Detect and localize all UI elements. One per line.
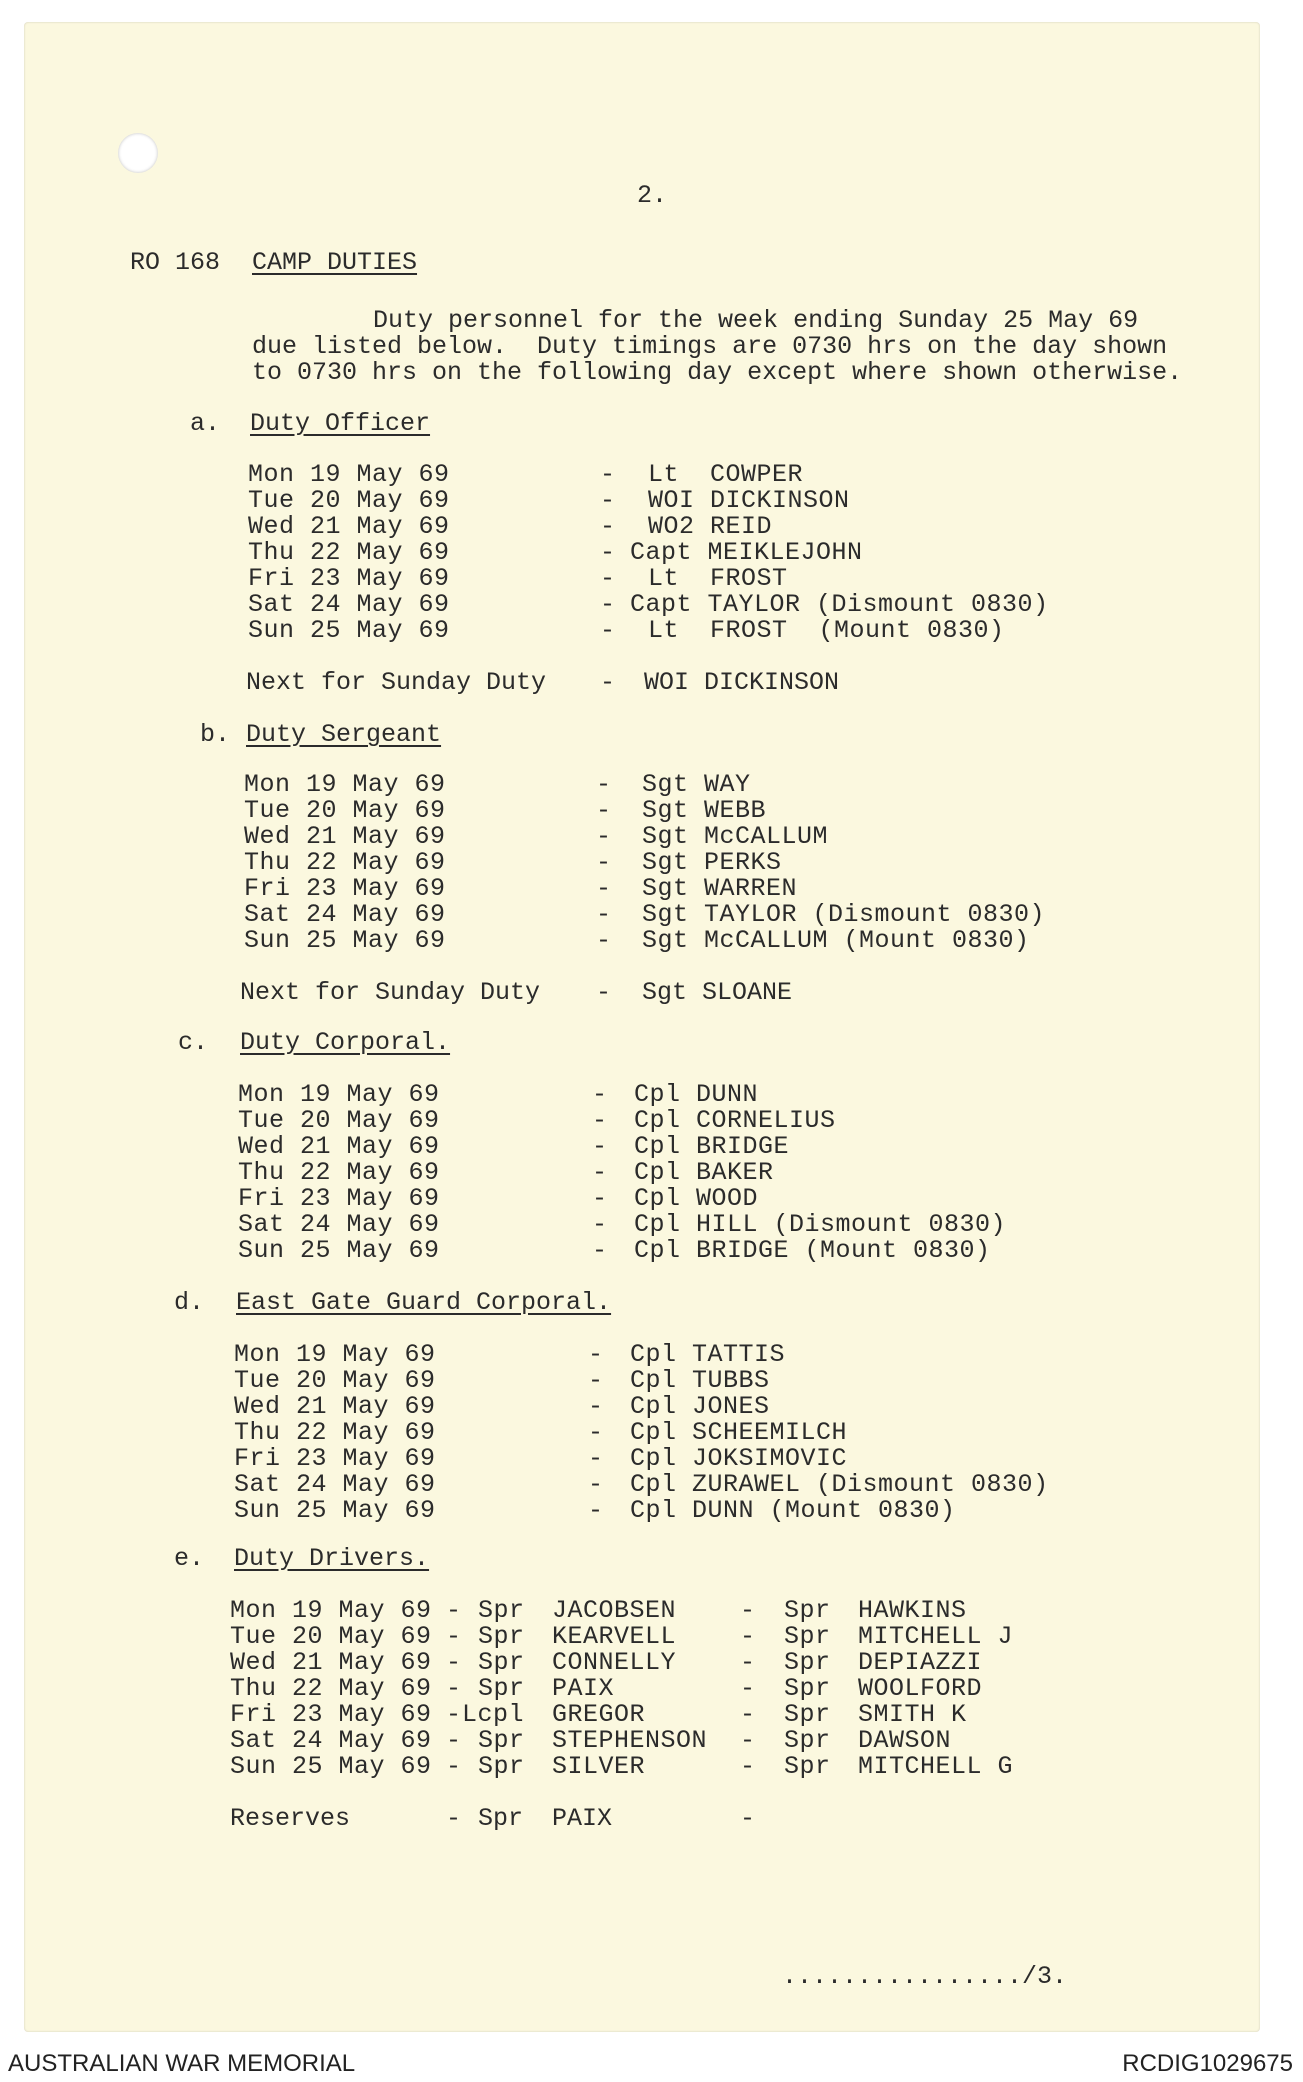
date: Tue 20 May 69 [230,1622,432,1651]
date: Tue 20 May 69 [234,1366,436,1395]
footer-archive-name: AUSTRALIAN WAR MEMORIAL [8,2050,356,2077]
date: Wed 21 May 69 [238,1132,440,1161]
dash: - [446,1700,462,1729]
date: Sat 24 May 69 [234,1470,436,1499]
duty-person: Sgt WAY [642,770,751,799]
duty-person: Cpl JONES [630,1392,770,1421]
driver-name: PAIX [552,1674,615,1703]
driver-name: SMITH K [858,1700,967,1729]
section-title-duty-officer: Duty Officer [250,409,431,438]
date: Tue 20 May 69 [244,796,446,825]
duty-person: Cpl TATTIS [630,1340,786,1369]
date: Sat 24 May 69 [230,1726,432,1755]
duty-person: Capt MEIKLEJOHN [630,538,863,567]
reserves-label: Reserves [230,1804,351,1833]
date: Wed 21 May 69 [248,512,450,541]
dash: - [588,1496,604,1525]
date: Fri 23 May 69 [238,1184,440,1213]
date: Mon 19 May 69 [234,1340,436,1369]
next-sunday-duty-label: Next for Sunday Duty [240,978,541,1007]
dash: - [596,926,612,955]
driver-rank: Spr [478,1674,525,1703]
dash: - [592,1210,608,1239]
dash: - [588,1392,604,1421]
dash: - [740,1648,756,1677]
duty-person: Cpl BRIDGE (Mount 0830) [634,1236,991,1265]
dash: - [592,1236,608,1265]
duty-person: Cpl DUNN [634,1080,759,1109]
dash: - [446,1622,462,1651]
date: Fri 23 May 69 [234,1444,436,1473]
date: Wed 21 May 69 [244,822,446,851]
date: Sun 25 May 69 [234,1496,436,1525]
driver-rank: Spr [784,1648,831,1677]
driver-name: MITCHELL J [858,1622,1014,1651]
date: Sun 25 May 69 [248,616,450,645]
driver-rank: Spr [478,1648,525,1677]
dash: - [592,1132,608,1161]
duty-person: Sgt McCALLUM (Mount 0830) [642,926,1030,955]
date: Thu 22 May 69 [248,538,450,567]
date: Mon 19 May 69 [244,770,446,799]
driver-rank: Spr [478,1752,525,1781]
duty-person: Sgt WEBB [642,796,767,825]
driver-rank: Spr [478,1622,525,1651]
dash: - [600,538,616,567]
section-letter-a: a. [190,409,221,438]
date: Fri 23 May 69 [244,874,446,903]
section-title-duty-corporal: Duty Corporal. [240,1028,451,1057]
date: Tue 20 May 69 [238,1106,440,1135]
driver-name: STEPHENSON [552,1726,708,1755]
driver-name: GREGOR [552,1700,646,1729]
dash: - [600,590,616,619]
dash: - [446,1596,462,1625]
driver-name: CONNELLY [552,1648,677,1677]
date: Thu 22 May 69 [244,848,446,877]
dash: - [740,1752,756,1781]
intro-line-2: due listed below. Duty timings are 0730 hrs on the day shown [252,332,1168,361]
driver-name: JACOBSEN [552,1596,677,1625]
dash: - [600,512,616,541]
duty-person: Sgt PERKS [642,848,782,877]
driver-name: DAWSON [858,1726,952,1755]
footer-record-id: RCDIG1029675 [1122,2050,1293,2077]
dash: - [592,1080,608,1109]
driver-rank: Spr [478,1726,525,1755]
section-letter-b: b. [200,720,231,749]
date: Thu 22 May 69 [238,1158,440,1187]
dash: - [596,796,612,825]
punch-hole [118,133,158,173]
date: Wed 21 May 69 [234,1392,436,1421]
date: Sun 25 May 69 [244,926,446,955]
intro-line-1: Duty personnel for the week ending Sunday 25 May 69 [373,306,1139,335]
duty-person: WO2 REID [648,512,773,541]
driver-rank: Lcpl [462,1700,525,1729]
date: Mon 19 May 69 [230,1596,432,1625]
duty-person: Lt COWPER [648,460,804,489]
dash: - [596,900,612,929]
duty-person: Lt FROST (Mount 0830) [648,616,1005,645]
next-sunday-duty-label: Next for Sunday Duty [246,668,547,697]
dash: - [600,460,616,489]
dash: - [588,1470,604,1499]
date: Mon 19 May 69 [238,1080,440,1109]
duty-person: Cpl DUNN (Mount 0830) [630,1496,956,1525]
duty-person: Cpl SCHEEMILCH [630,1418,848,1447]
intro-line-3: to 0730 hrs on the following day except where shown otherwise. [252,358,1183,387]
date: Wed 21 May 69 [230,1648,432,1677]
driver-rank: Spr [784,1700,831,1729]
section-title-duty-sergeant: Duty Sergeant [246,720,442,749]
dash: - [740,1622,756,1651]
duty-person: Cpl BRIDGE [634,1132,790,1161]
duty-person: Cpl WOOD [634,1184,759,1213]
reserves-name: PAIX [552,1804,613,1833]
dash: - [446,1752,462,1781]
duty-person: Cpl JOKSIMOVIC [630,1444,848,1473]
driver-name: HAWKINS [858,1596,967,1625]
duty-person: Cpl BAKER [634,1158,774,1187]
next-sunday-duty-value: Sgt SLOANE [642,978,793,1007]
dash: - [596,848,612,877]
dash: - [740,1596,756,1625]
dash: - [446,1674,462,1703]
dash: - [596,770,612,799]
dash: - [600,616,616,645]
dash: - [588,1340,604,1369]
page-number: 2. [637,181,668,210]
date: Fri 23 May 69 [248,564,450,593]
driver-name: MITCHELL G [858,1752,1014,1781]
section-title-east-gate-guard-corporal: East Gate Guard Corporal. [236,1288,612,1317]
dash: - [600,668,616,697]
dash: - [588,1444,604,1473]
next-sunday-duty-value: WOI DICKINSON [644,668,840,697]
dash: - [588,1366,604,1395]
dash: - [740,1674,756,1703]
duty-person: Sgt TAYLOR (Dismount 0830) [642,900,1046,929]
date: Sun 25 May 69 [238,1236,440,1265]
dash: - [600,486,616,515]
driver-name: WOOLFORD [858,1674,983,1703]
duty-person: WOI DICKINSON [648,486,850,515]
driver-name: DEPIAZZI [858,1648,983,1677]
date: Thu 22 May 69 [230,1674,432,1703]
driver-rank: Spr [784,1596,831,1625]
driver-rank: Spr [478,1596,525,1625]
reserves-rank: Spr [478,1804,524,1833]
section-letter-c: c. [178,1028,209,1057]
dash: - [592,1158,608,1187]
duty-person: Sgt McCALLUM [642,822,829,851]
routine-order-number: RO 168 [130,248,221,277]
date: Tue 20 May 69 [248,486,450,515]
date: Sat 24 May 69 [248,590,450,619]
date: Sun 25 May 69 [230,1752,432,1781]
dash: - [596,874,612,903]
date: Thu 22 May 69 [234,1418,436,1447]
duty-person: Cpl CORNELIUS [634,1106,836,1135]
section-letter-d: d. [174,1288,205,1317]
dash: - [596,822,612,851]
dash: - [740,1804,756,1833]
date: Sat 24 May 69 [244,900,446,929]
duty-person: Capt TAYLOR (Dismount 0830) [630,590,1049,619]
driver-rank: Spr [784,1752,831,1781]
duty-person: Sgt WARREN [642,874,798,903]
date: Sat 24 May 69 [238,1210,440,1239]
dash: - [446,1726,462,1755]
dash: - [446,1804,462,1833]
dash: - [446,1648,462,1677]
driver-rank: Spr [784,1622,831,1651]
dash: - [740,1726,756,1755]
duty-person: Cpl TUBBS [630,1366,770,1395]
continuation-marker: ................/3. [782,1962,1068,1991]
driver-rank: Spr [784,1674,831,1703]
section-title-duty-drivers: Duty Drivers. [234,1544,430,1573]
driver-rank: Spr [784,1726,831,1755]
duty-person: Cpl ZURAWEL (Dismount 0830) [630,1470,1049,1499]
section-heading: CAMP DUTIES [252,248,418,277]
dash: - [596,978,612,1007]
section-letter-e: e. [174,1544,205,1573]
dash: - [588,1418,604,1447]
dash: - [592,1184,608,1213]
dash: - [592,1106,608,1135]
duty-person: Cpl HILL (Dismount 0830) [634,1210,1007,1239]
driver-name: SILVER [552,1752,646,1781]
date: Mon 19 May 69 [248,460,450,489]
dash: - [600,564,616,593]
date: Fri 23 May 69 [230,1700,432,1729]
dash: - [740,1700,756,1729]
driver-name: KEARVELL [552,1622,677,1651]
duty-person: Lt FROST [648,564,788,593]
